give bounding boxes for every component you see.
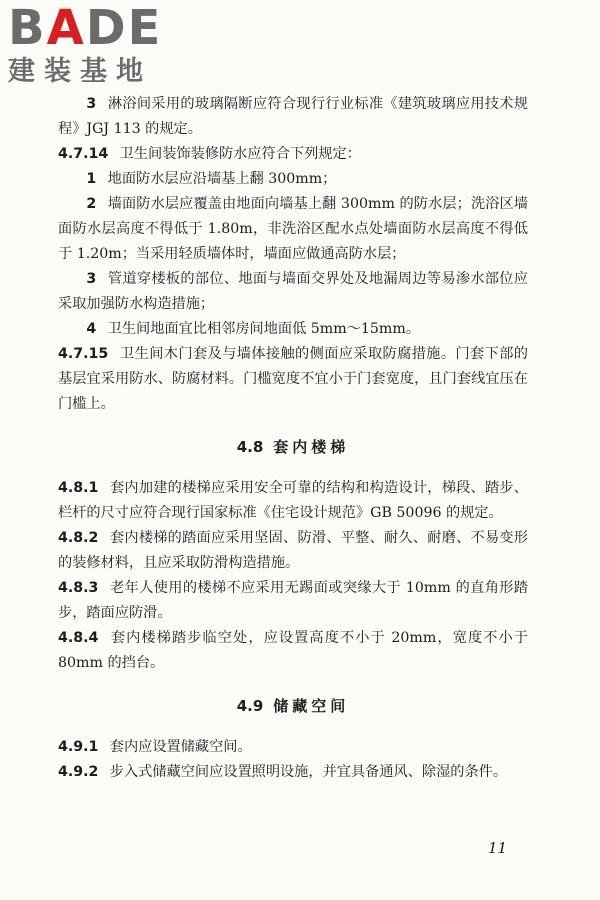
item-text: 卫生间地面宜比相邻房间地面低 5mm～15mm。 xyxy=(107,321,421,337)
list-item xyxy=(58,167,528,192)
section-heading xyxy=(58,694,528,719)
clause-text: 卫生间木门套及与墙体接触的侧面应采取防腐措施。门套下部的基层宜采用防水、防腐材料。门槛宽度不宜小于门套宽度，且门套线宜压在门槛上。 xyxy=(58,346,528,412)
clause-number: 4.9.2 xyxy=(58,764,99,780)
clause xyxy=(58,142,528,167)
item-text: 地面防水层应沿墙基上翻 300mm； xyxy=(107,171,337,187)
logo-subtitle: 建装基地 xyxy=(8,56,152,87)
clause xyxy=(58,576,528,626)
item-number: 3 xyxy=(86,271,97,287)
page-number: 11 xyxy=(488,839,508,857)
clause-text: 老年人使用的楼梯不应采用无踢面或突缘大于 10mm 的直角形踏步，踏面应防滑。 xyxy=(58,580,528,621)
clause-text: 步入式储藏空间应设置照明设施，并宜具备通风、除湿的条件。 xyxy=(109,764,508,780)
clause-number: 4.9.1 xyxy=(58,739,99,755)
clause xyxy=(58,526,528,576)
section-title: 储藏空间 xyxy=(273,697,350,715)
list-item xyxy=(58,192,528,267)
clause-text: 套内楼梯踏步临空处，应设置高度不小于 20mm，宽度不小于 80mm 的挡台。 xyxy=(58,630,528,671)
clause-text: 卫生间装饰装修防水应符合下列规定： xyxy=(119,146,361,162)
item-text: 墙面防水层应覆盖由地面向墙基上翻 300mm 的防水层；洗浴区墙面防水层高度不得低于 1.80m，非洗浴区配水点处墙面防水层高度不得低于 1.20m；当采用轻质墙体时，墙面应做通高防水层； xyxy=(58,196,528,262)
clause xyxy=(58,626,528,676)
item-number: 4 xyxy=(86,321,97,337)
clause-text: 套内楼梯的踏面应采用坚固、防滑、平整、耐久、耐磨、不易变形的装修材料，且应采取防滑构造措施。 xyxy=(58,530,528,571)
item-number: 1 xyxy=(86,171,97,187)
clause-number: 4.8.3 xyxy=(58,580,99,596)
clause-number: 4.8.4 xyxy=(58,630,99,646)
list-item xyxy=(58,92,528,142)
section-number: 4.9 xyxy=(236,697,264,715)
section-heading xyxy=(58,435,528,460)
document-body xyxy=(58,92,528,785)
clause-number: 4.8.1 xyxy=(58,480,99,496)
section-title: 套内楼梯 xyxy=(273,438,350,456)
clause-number: 4.7.14 xyxy=(58,146,109,162)
item-text: 管道穿楼板的部位、地面与墙面交界处及地漏周边等易渗水部位应采取加强防水构造措施； xyxy=(58,271,528,312)
item-text: 淋浴间采用的玻璃隔断应符合现行行业标准《建筑玻璃应用技术规程》JGJ 113 的规定。 xyxy=(58,96,528,137)
clause-text: 套内应设置储藏空间。 xyxy=(109,739,252,755)
list-item xyxy=(58,267,528,317)
section-number: 4.8 xyxy=(236,438,264,456)
clause-number: 4.8.2 xyxy=(58,530,99,546)
clause-text: 套内加建的楼梯应采用安全可靠的结构和构造设计，梯段、踏步、栏杆的尺寸应符合现行国家标准《住宅设计规范》GB 50096 的规定。 xyxy=(58,480,528,521)
logo-wordmark: BADE xyxy=(8,0,163,56)
clause xyxy=(58,760,528,785)
list-item xyxy=(58,317,528,342)
item-number: 2 xyxy=(86,196,97,212)
clause xyxy=(58,735,528,760)
item-number: 3 xyxy=(86,96,97,112)
brand-logo xyxy=(8,2,178,90)
clause-number: 4.7.15 xyxy=(58,346,109,362)
clause xyxy=(58,476,528,526)
clause xyxy=(58,342,528,417)
